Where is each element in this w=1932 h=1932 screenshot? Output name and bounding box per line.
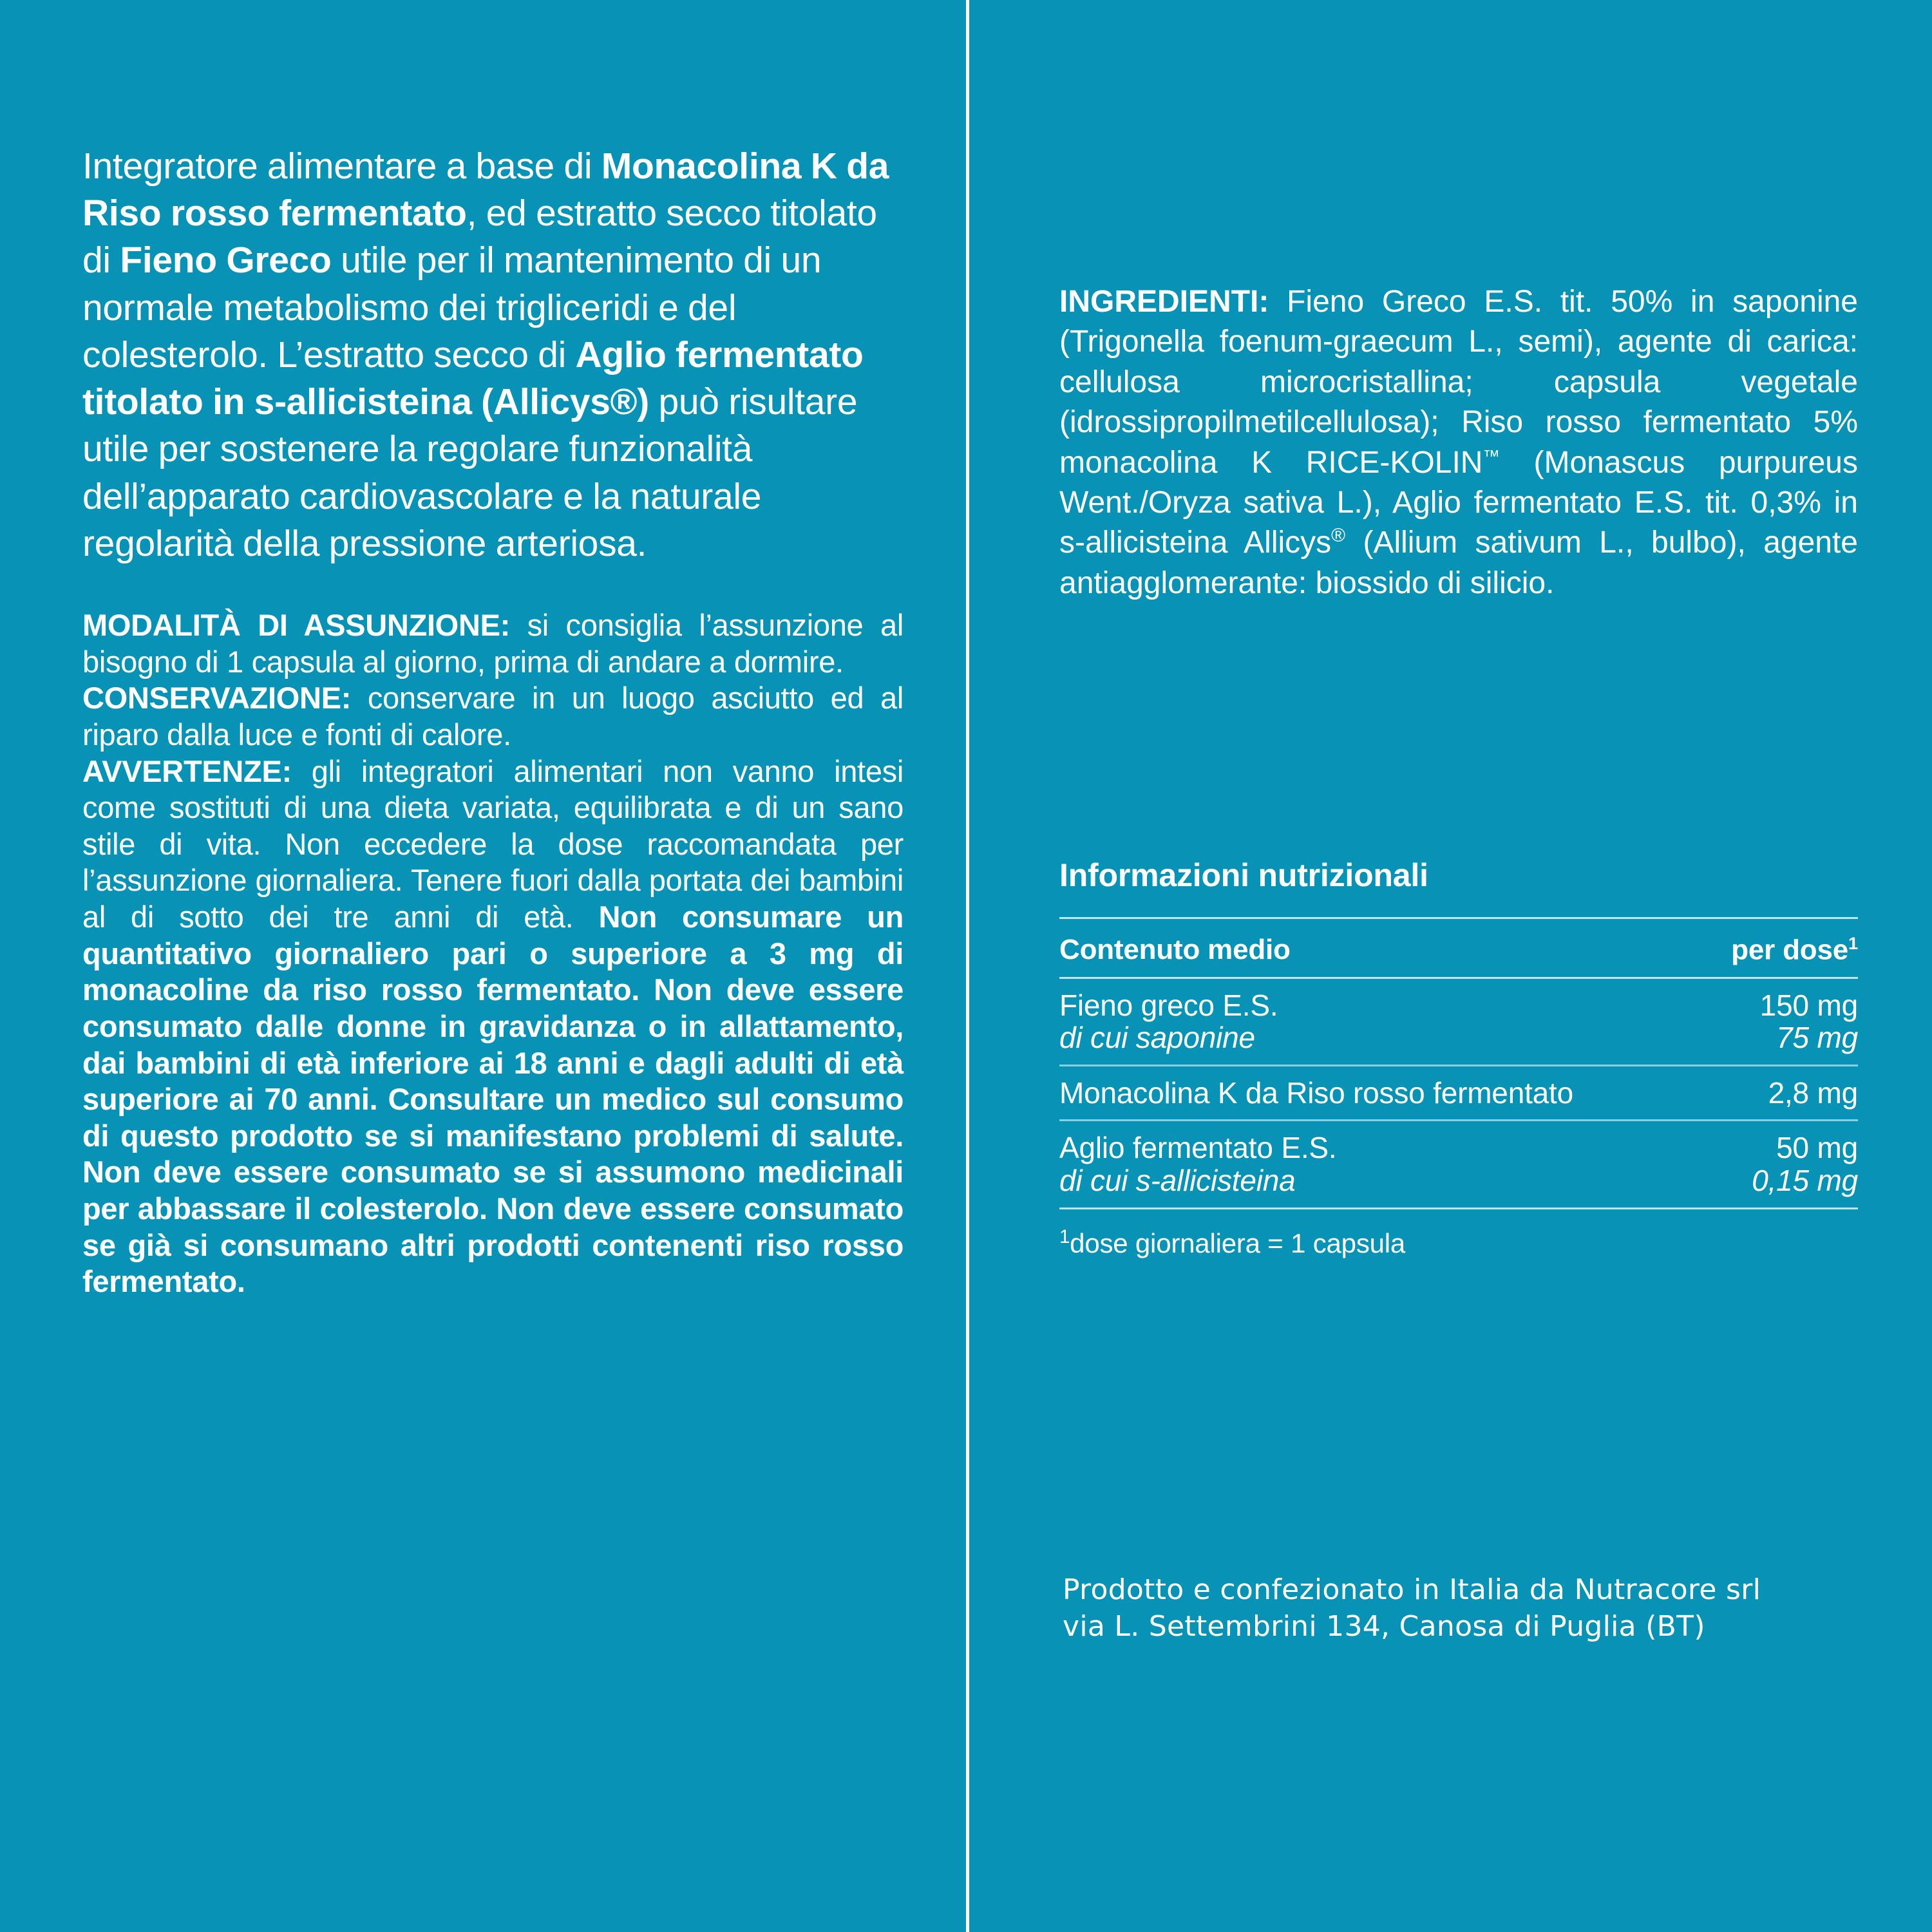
nutrition-header-footnote-marker: 1 — [1848, 933, 1858, 953]
description-segment-7: può risultare utile per sostenere la regolare funzionalità dell’apparato cardiovascolare e la naturale regolarità della pressione arteriosa. — [82, 381, 858, 564]
manufacturer-info — [1063, 1571, 1868, 1645]
description-segment-4: Fieno Greco — [120, 240, 332, 281]
description-segment-6: Aglio fermentato titolato in s-allicisteina (Allicys®) — [82, 334, 864, 423]
description-segment-3: , ed estratto secco titolato di — [82, 193, 877, 281]
right-column — [1059, 282, 1858, 603]
trademark-icon: ™ — [1482, 446, 1500, 466]
nutrition-table — [1059, 917, 1858, 1209]
avvertenze-heading: AVVERTENZE: — [82, 753, 292, 788]
description-segment-1: Integratore alimentare a base di — [82, 146, 601, 187]
modalita-body: si consiglia l’assunzione al bisogno di 1 capsula al giorno, prima di andare a dormire. — [82, 608, 904, 679]
nutrition-row-2-subname: di cui s-allicisteina — [1059, 1164, 1296, 1198]
description-segment-5: utile per il mantenimento di un normale metabolismo dei trigliceridi e del colesterolo. L’estratto secco di — [82, 240, 822, 375]
usage-and-storage-block — [82, 607, 904, 1300]
nutrition-title: Informazioni nutrizionali — [1059, 857, 1428, 893]
product-description — [82, 143, 904, 567]
nutrition-row-2-value-main: 50 mg — [1776, 1131, 1858, 1165]
nutrition-row-2-name — [1059, 1121, 1700, 1208]
nutrition-table-header-row — [1059, 918, 1858, 978]
nutrition-row-1-name — [1059, 1065, 1700, 1121]
ingredienti-body-part3: (Allium sativum L., bulbo), agente antiagglomerante: biossido di silicio. — [1059, 526, 1858, 600]
avvertenze-body-regular: gli integratori alimentari non vanno intesi come sostituti di una dieta variata, equilibrata e di un sano stile di vita. Non eccedere la dose raccomandata per l’assunzione giornaliera. Tenere fuori dalla portata dei bambini al di sotto dei tre anni di età. — [82, 753, 904, 934]
nutrition-row-1-value — [1700, 1065, 1858, 1121]
nutrition-header-perdose — [1700, 918, 1858, 978]
column-divider — [966, 0, 969, 1932]
nutrition-row-2-value — [1700, 1121, 1858, 1208]
nutrition-footnote-text: dose giornaliera = 1 capsula — [1070, 1227, 1406, 1258]
registered-trademark-icon: ® — [1331, 525, 1346, 547]
nutrition-row-0-name — [1059, 978, 1700, 1065]
nutrition-row-0-value — [1700, 978, 1858, 1065]
nutrition-row-2-name-main: Aglio fermentato E.S. — [1059, 1131, 1337, 1165]
modalita-assunzione-paragraph — [82, 607, 904, 680]
ingredienti-body-part1: Fieno Greco E.S. tit. 50% in saponine (Trigonella foenum-graecum L., semi), agente di carica: cellulosa microcristallina; capsula vegetale (idrossipropilmetilcellulosa); Riso rosso fermentato 5% monacolina K RICE-KOLIN — [1059, 285, 1858, 480]
table-row — [1059, 1121, 1858, 1208]
nutrition-row-0-name-main: Fieno greco E.S. — [1059, 988, 1278, 1022]
avvertenze-paragraph — [82, 753, 904, 1300]
conservazione-paragraph — [82, 680, 904, 753]
nutrition-footnote-marker: 1 — [1059, 1226, 1070, 1247]
nutrition-row-2-subvalue: 0,15 mg — [1752, 1164, 1858, 1198]
nutrition-header-content: Contenuto medio — [1059, 918, 1700, 978]
table-row — [1059, 1065, 1858, 1121]
nutrition-row-1-name-main: Monacolina K da Riso rosso fermentato — [1059, 1075, 1574, 1110]
nutrition-header-perdose-label: per dose — [1731, 934, 1849, 966]
manufacturer-line-2: via L. Settembrini 134, Canosa di Puglia (BT) — [1063, 1610, 1705, 1643]
ingredienti-body-part2: (Monascus purpureus Went./Oryza sativa L.), Aglio fermentato E.S. tit. 0,3% in s-allicisteina Allicys — [1059, 445, 1858, 560]
nutrition-row-0-subname: di cui saponine — [1059, 1021, 1255, 1055]
nutrition-row-0-value-main: 150 mg — [1759, 988, 1858, 1022]
manufacturer-line-1: Prodotto e confezionato in Italia da Nutracore srl — [1063, 1573, 1761, 1606]
conservazione-body: conservare in un luogo asciutto ed al riparo dalla luce e fonti di calore. — [82, 681, 904, 752]
table-row — [1059, 978, 1858, 1065]
ingredienti-paragraph — [1059, 282, 1858, 603]
nutrition-row-0-subvalue: 75 mg — [1776, 1021, 1858, 1055]
nutrition-footnote — [1059, 1226, 1858, 1259]
left-column — [82, 143, 904, 1300]
description-segment-2: Monacolina K da Riso rosso fermentato — [82, 146, 889, 234]
nutrition-row-1-value-main: 2,8 mg — [1768, 1075, 1858, 1110]
ingredienti-heading: INGREDIENTI: — [1059, 285, 1269, 319]
avvertenze-body-bold: Non consumare un quantitativo giornaliero pari o superiore a 3 mg di monacoline da riso rosso fermentato. Non deve essere consumato dalle donne in gravidanza o in allattamento, dai bambini di età inferiore ai 18 anni e dagli adulti di età superiore ai 70 anni. Consultare un medico sul consumo di questo prodotto se si manifestano problemi di salute. Non deve essere consumato se si assumono medicinali per abbassare il colesterolo. Non deve essere consumato se già si consumano altri prodotti contenenti riso rosso fermentato. — [82, 900, 904, 1299]
modalita-heading: MODALITÀ DI ASSUNZIONE: — [82, 608, 510, 643]
conservazione-heading: CONSERVAZIONE: — [82, 681, 352, 715]
nutrition-section — [1059, 857, 1858, 1259]
